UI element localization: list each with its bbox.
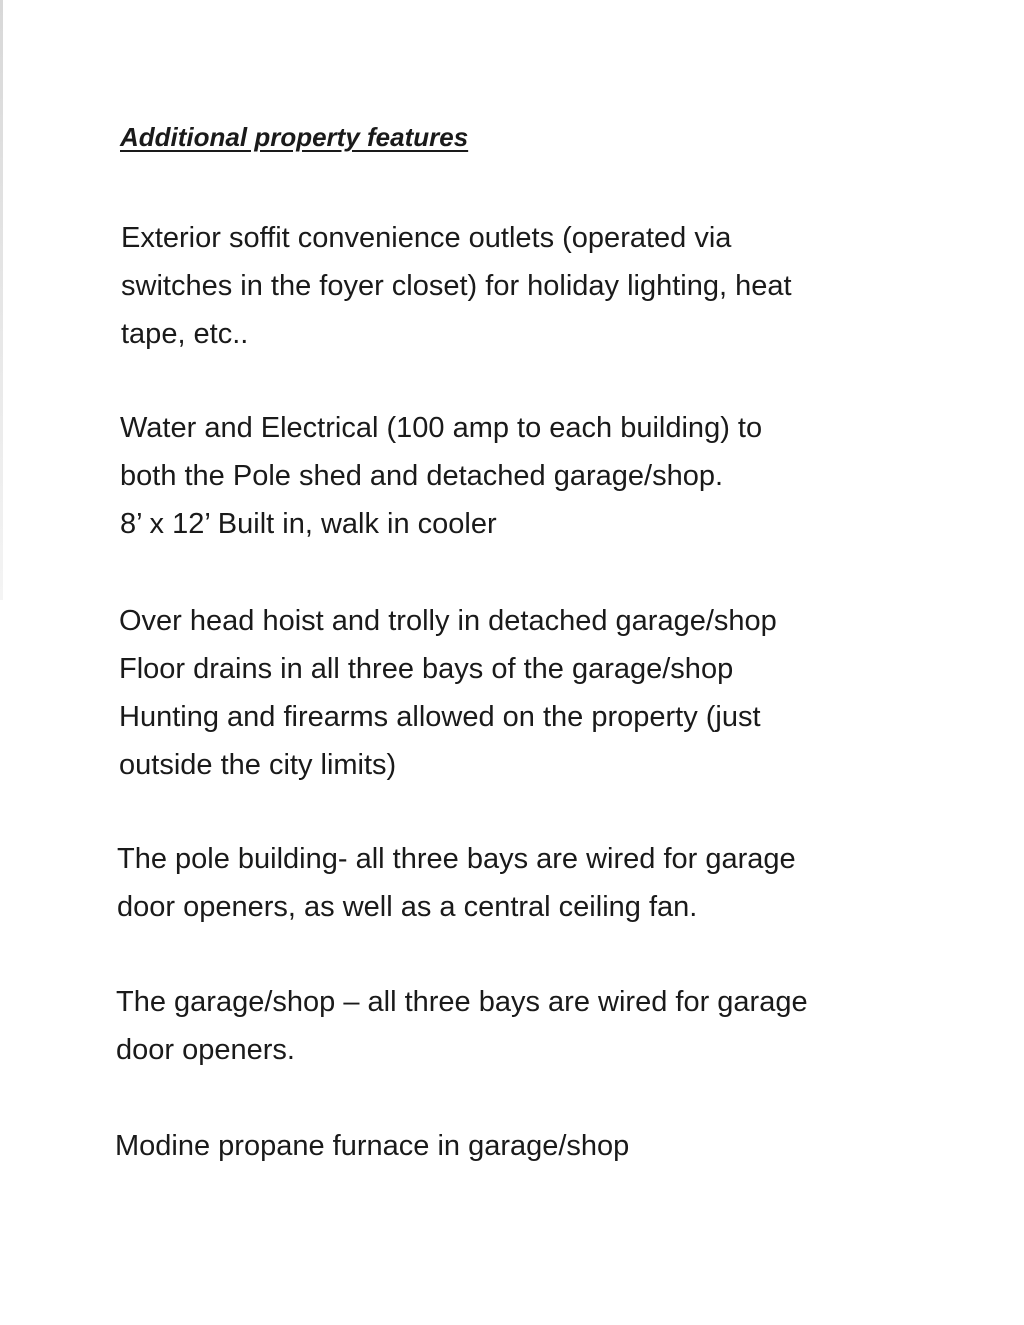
paragraph-line: both the Pole shed and detached garage/shop. <box>120 460 724 492</box>
paragraph-line: door openers. <box>116 1034 295 1066</box>
paragraph-water-electrical <box>120 404 762 548</box>
paragraph-line: switches in the foyer closet) for holiday lighting, heat <box>121 270 792 302</box>
paragraph-line: Modine propane furnace in garage/shop <box>115 1130 630 1162</box>
scan-edge-shadow <box>0 0 3 600</box>
paragraph-line: Hunting and firearms allowed on the property (just <box>119 701 761 733</box>
paragraph-line: The garage/shop – all three bays are wired for garage <box>116 986 808 1018</box>
paragraph-line: tape, etc.. <box>121 318 249 350</box>
paragraph-line: Over head hoist and trolly in detached garage/shop <box>119 605 777 637</box>
paragraph-hoist-drains-hunting <box>119 597 777 789</box>
paragraph-garage-shop <box>116 978 808 1074</box>
paragraph-line: outside the city limits) <box>119 749 397 781</box>
document-title: Additional property features <box>120 122 469 152</box>
paragraph-furnace <box>115 1122 629 1170</box>
paragraph-line: The pole building- all three bays are wired for garage <box>117 843 796 875</box>
paragraph-soffit-outlets <box>121 214 792 358</box>
paragraph-line: door openers, as well as a central ceiling fan. <box>117 891 698 923</box>
paragraph-line: Exterior soffit convenience outlets (operated via <box>121 222 732 254</box>
paragraph-line: 8’ x 12’ Built in, walk in cooler <box>120 508 497 540</box>
paragraph-pole-building <box>117 835 796 931</box>
paragraph-line: Floor drains in all three bays of the garage/shop <box>119 653 734 685</box>
paragraph-line: Water and Electrical (100 amp to each building) to <box>120 412 763 444</box>
